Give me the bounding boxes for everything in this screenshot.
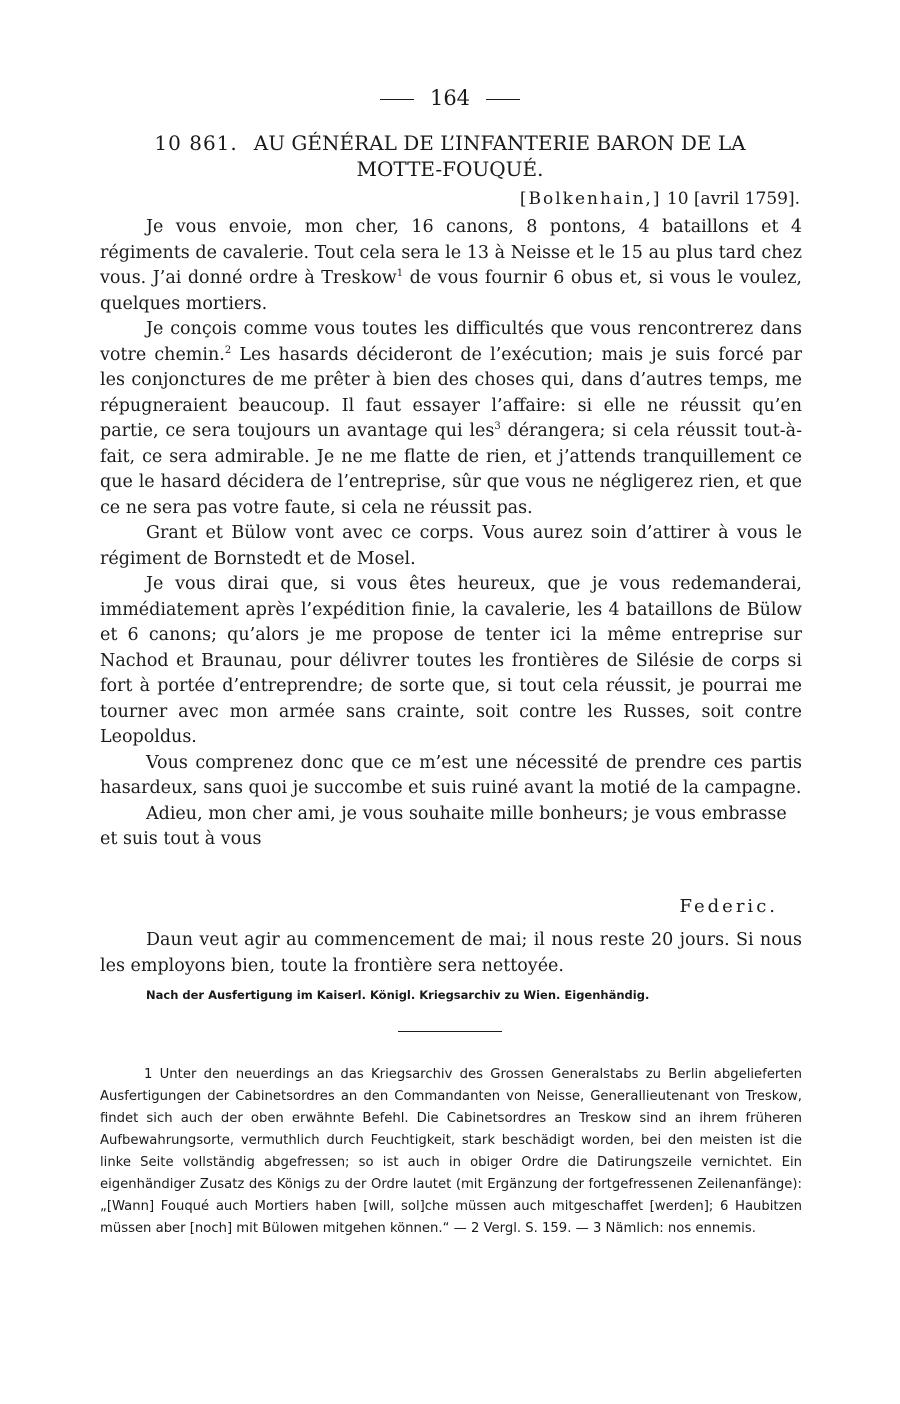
heading-line-2: MOTTE-FOUQUÉ. [356, 157, 544, 181]
page-number-rule-left [380, 99, 414, 100]
footnote-ref-2: 2 [224, 344, 232, 356]
letter-heading [100, 130, 800, 182]
footnote-ref-1: 1 [396, 268, 404, 280]
signature: Federic. [679, 896, 778, 917]
dateline-place: [Bolkenhain,] [519, 189, 662, 209]
footnote-ref-3: 3 [494, 421, 501, 433]
page-number: 164 [0, 84, 900, 112]
paragraph-2: Je conçois comme vous toutes les difficultés que vous rencontrerez dans votre chemin.$^2$ Les hasards décideront de l’exécution; mais je suis forcé par les conjonctures de me prêter à bien des choses qui, dans d’autres temps, me répugneraient beaucoup. Il faut essayer l’affaire: si elle ne réussit qu’en partie, ce sera toujours un avantage qui les$^3$ dérangera; si cela réussit tout-à-fait, ce sera admirable. Je ne me flatte de rien, et j’attends tranquillement ce que le hasard décidera de l’entreprise, sûr que vous ne négligerez rien, et que ce ne sera pas votre faute, si cela ne réussit pas. [100, 319, 802, 518]
letter-body [100, 215, 802, 853]
dateline [520, 188, 800, 210]
paragraph-5: Vous comprenez donc que ce m’est une nécessité de prendre ces partis hasardeux, sans quoi je succombe et suis ruiné avant la motié de la campagne. [100, 752, 802, 798]
footnote-text: 1 Unter den neuerdings an das Kriegsarchiv des Grossen Generalstabs zu Berlin abgelieferten Ausfertigungen der Cabinetsordres an den Commandanten von Neisse, Generallieutenant von Treskow, findet sich auch der oben erwähnte Befehl. Die Cabinetsordres an Treskow sind an ihrem früheren Aufbewahrungsorte, vermuthlich durch Feuchtigkeit, stark beschädigt worden, bei den meisten ist die linke Seite vollständig abgefressen; so ist auch in obiger Ordre die Datirungszeile vernichtet. Ein eigenhändiger Zusatz des Königs zu der Ordre lautet (mit Ergänzung der fortgefressenen Zeilenanfänge): „[Wann] Fouqué auch Mortiers haben [will, sol]che müssen auch mitgeschaffet [werden]; 6 Haubitzen müssen aber [noch] mit Bülowen mitgehen können.“ — 2 Vergl. S. 159. — 3 Nämlich: nos ennemis. [100, 1067, 802, 1236]
dateline-date: 10 [avril 1759]. [666, 189, 800, 209]
page-number-rule-right [486, 99, 520, 100]
heading-line-1: AU GÉNÉRAL DE L’INFANTERIE BARON DE LA [253, 131, 746, 155]
footnote-divider [398, 1031, 502, 1032]
paragraph-4: Je vous dirai que, si vous êtes heureux, que je vous redemanderai, immédiatement après l’expédition finie, la cavalerie, les 4 bataillons de Bülow et 6 canons; qu’alors je me propose de tenter ici la même entreprise sur Nachod et Braunau, pour délivrer toutes les frontières de Silésie de corps si fort à portée d’entreprendre; de sorte que, si tout cela réussit, je pourrai me tourner avec mon armée sans crainte, soit contre les Russes, soit contre Leopoldus. [100, 574, 802, 747]
paragraph-1: Je vous envoie, mon cher, 16 canons, 8 pontons, 4 bataillons et 4 régiments de cavalerie. Tout cela sera le 13 à Neisse et le 15 au plus tard chez vous. J’ai donné ordre à Treskow$^1$ de vous fournir 6 obus et, si vous le voulez, quelques mortiers. [100, 217, 802, 314]
paragraph-6-closing: Adieu, mon cher ami, je vous souhaite mille bonheurs; je vous embrasse et suis tout à vous [100, 803, 787, 849]
paragraph-3: Grant et Bülow vont avec ce corps. Vous aurez soin d’attirer à vous le régiment de Bornstedt et de Mosel. [100, 523, 802, 569]
footnotes [100, 1064, 802, 1240]
postscript: Daun veut agir au commencement de mai; il nous reste 20 jours. Si nous les employons bien, toute la frontière sera nettoyée. [100, 930, 802, 976]
letter-number: 10 861. [154, 131, 238, 155]
source-note: Nach der Ausfertigung im Kaiserl. Königl. Kriegsarchiv zu Wien. Eigenhändig. [146, 988, 650, 1002]
